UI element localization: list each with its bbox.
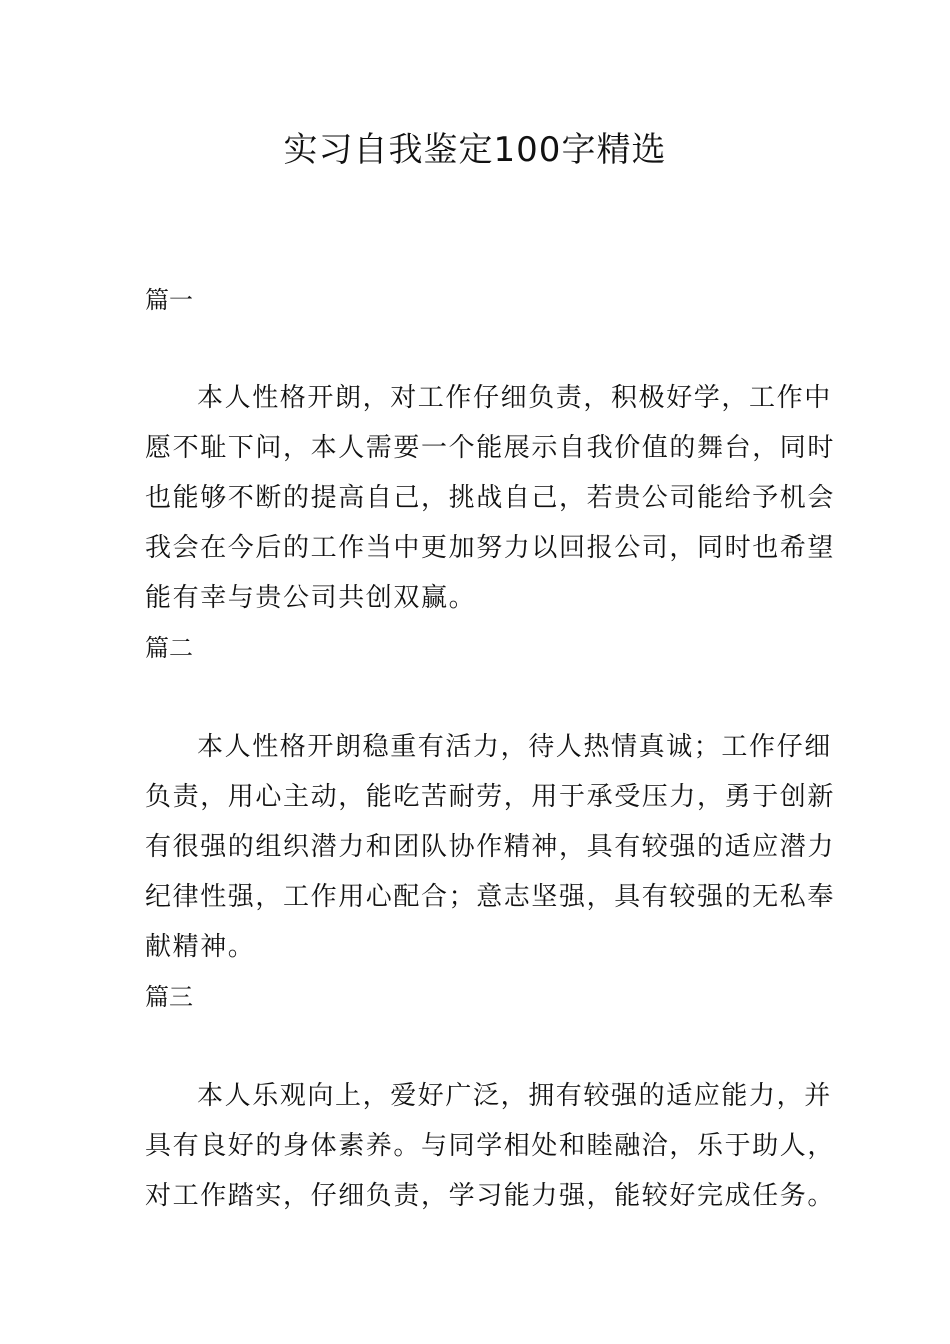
section-paragraph-2 <box>145 722 836 972</box>
section-heading-2: 篇二 <box>145 634 193 662</box>
paragraph-line: 负责，用心主动，能吃苦耐劳，用于承受压力，勇于创新 <box>145 782 836 812</box>
paragraph-line: 具有良好的身体素养。与同学相处和睦融洽，乐于助人， <box>145 1131 836 1161</box>
section-heading-1: 篇一 <box>145 286 193 314</box>
document-title: 实习自我鉴定100字精选 <box>283 130 667 170</box>
paragraph-line: 我会在今后的工作当中更加努力以回报公司，同时也希望 <box>145 533 836 563</box>
paragraph-line: 纪律性强，工作用心配合；意志坚强，具有较强的无私奉 <box>145 882 836 912</box>
paragraph-line: 本人乐观向上，爱好广泛，拥有较强的适应能力，并 <box>197 1081 832 1111</box>
section-paragraph-3 <box>145 1071 836 1221</box>
paragraph-line: 有很强的组织潜力和团队协作精神，具有较强的适应潜力 <box>145 832 836 862</box>
paragraph-line: 也能够不断的提高自己，挑战自己，若贵公司能给予机会 <box>145 483 836 513</box>
section-paragraph-1 <box>145 373 836 623</box>
paragraph-line: 本人性格开朗稳重有活力，待人热情真诚；工作仔细 <box>197 732 832 762</box>
paragraph-line: 献精神。 <box>145 932 256 962</box>
paragraph-line: 能有幸与贵公司共创双赢。 <box>145 583 477 613</box>
section-heading-3: 篇三 <box>145 983 193 1011</box>
paragraph-line: 本人性格开朗，对工作仔细负责，积极好学，工作中 <box>197 383 832 413</box>
paragraph-line: 对工作踏实，仔细负责，学习能力强，能较好完成任务。 <box>145 1181 836 1211</box>
paragraph-line: 愿不耻下问，本人需要一个能展示自我价值的舞台，同时 <box>145 433 836 463</box>
